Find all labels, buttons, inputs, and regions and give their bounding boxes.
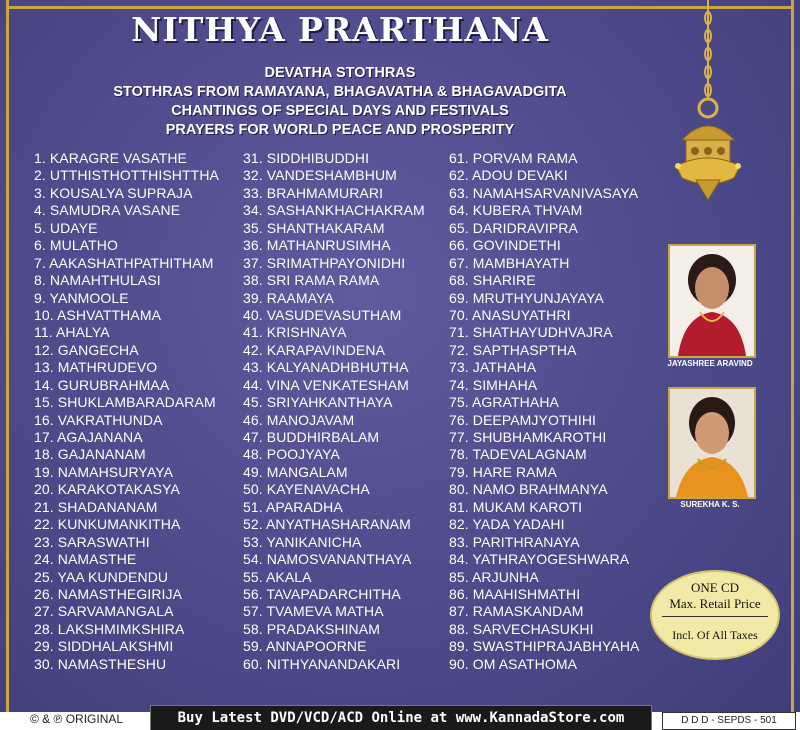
track-item: 59. ANNAPOORNE (243, 638, 367, 655)
subtitle-line: CHANTINGS OF SPECIAL DAYS AND FESTIVALS (171, 103, 509, 119)
hanging-brass-lamp-icon (668, 0, 748, 210)
track-item: 73. JATHAHA (449, 359, 537, 376)
track-item: 36. MATHANRUSIMHA (243, 237, 391, 254)
track-item: 26. NAMASTHEGIRIJA (34, 585, 183, 602)
track-item: 5. UDAYE (34, 219, 98, 236)
track-item: 15. SHUKLAMBARADARAM (34, 394, 216, 411)
track-item: 30. NAMASTHESHU (34, 655, 167, 672)
track-item: 84. YATHRAYOGESHWARA (449, 551, 630, 568)
track-item: 75. AGRATHAHA (449, 394, 559, 411)
track-item: 16. VAKRATHUNDA (34, 411, 163, 428)
track-item: 31. SIDDHIBUDDHI (243, 150, 370, 166)
track-item: 88. SARVECHASUKHI (449, 620, 594, 637)
track-item: 61. PORVAM RAMA (449, 150, 578, 166)
track-item: 10. ASHVATTHAMA (34, 306, 162, 323)
track-item: 76. DEEPAMJYOTHIHI (449, 411, 597, 428)
gold-border-right (791, 0, 794, 712)
track-item: 55. AKALA (243, 568, 312, 585)
subtitle-line: STOTHRAS FROM RAMAYANA, BHAGAVATHA & BHAGAVADGITA (113, 84, 567, 100)
track-item: 4. SAMUDRA VASANE (34, 202, 181, 219)
track-item: 54. NAMOSVANANTHAYA (243, 551, 412, 568)
album-title: NITHYA PRARTHANA (131, 10, 549, 49)
track-item: 49. MANGALAM (243, 463, 348, 480)
track-item: 43. KALYANADHBHUTHA (243, 359, 409, 376)
track-item: 22. KUNKUMANKITHA (34, 516, 181, 533)
track-item: 81. MUKAM KAROTI (449, 498, 583, 515)
track-column-2 (243, 150, 425, 673)
artist-name: JAYASHREE ARAVIND (667, 359, 753, 368)
track-item: 35. SHANTHAKARAM (243, 219, 385, 236)
track-item: 58. PRADAKSHINAM (243, 620, 380, 637)
track-item: 39. RAAMAYA (243, 289, 334, 306)
track-item: 25. YAA KUNDENDU (34, 568, 169, 585)
track-item: 74. SIMHAHA (449, 376, 538, 393)
track-item: 21. SHADANANAM (34, 498, 158, 515)
track-item: 17. AGAJANANA (34, 429, 143, 445)
gold-border-left (6, 0, 9, 712)
track-item: 89. SWASTHIPRAJABHYAHA (449, 638, 640, 655)
track-item: 68. SHARIRE (449, 272, 536, 289)
subtitle-line: DEVATHA STOTHRAS (264, 65, 416, 81)
track-item: 56. TAVAPADARCHITHA (243, 585, 401, 602)
copyright-text: © & ℗ ORIGINAL (30, 712, 124, 726)
track-item: 1. KARAGRE VASATHE (34, 150, 187, 166)
track-item: 63. NAMAHSARVANIVASAYA (449, 184, 639, 201)
track-item: 72. SAPTHASPTHA (449, 341, 577, 358)
track-item: 13. MATHRUDEVO (34, 359, 158, 376)
track-item: 90. OM ASATHOMA (449, 655, 578, 672)
price-badge-line: ONE CD (690, 580, 740, 595)
track-item: 3. KOUSALYA SUPRAJA (34, 184, 193, 201)
track-item: 34. SASHANKHACHAKRAM (243, 202, 425, 219)
subtitle-line: PRAYERS FOR WORLD PEACE AND PROSPERITY (165, 122, 515, 138)
track-item: 18. GAJANANAM (34, 446, 146, 463)
catalog-number: D D D - SEPDS - 501 (662, 712, 796, 730)
price-badge (650, 570, 780, 660)
track-item: 45. SRIYAHKANTHAYA (243, 394, 393, 411)
track-item: 44. VINA VENKATESHAM (243, 376, 409, 393)
track-item: 48. POOJYAYA (243, 446, 340, 463)
track-item: 42. KARAPAVINDENA (243, 341, 386, 358)
track-item: 50. KAYENAVACHA (243, 481, 370, 498)
track-item: 9. YANMOOLE (34, 289, 129, 306)
track-item: 38. SRI RAMA RAMA (243, 272, 380, 289)
track-item: 8. NAMAHTHULASI (34, 272, 161, 289)
track-item: 82. YADA YADAHI (449, 516, 565, 533)
artist-photo-jayashree (668, 244, 756, 358)
track-item: 77. SHUBHAMKAROTHI (449, 429, 607, 445)
portrait-icon (670, 389, 754, 497)
track-item: 46. MANOJAVAM (243, 411, 355, 428)
track-item: 79. HARE RAMA (449, 463, 557, 480)
track-item: 27. SARVAMANGALA (34, 603, 174, 620)
track-item: 65. DARIDRAVIPRA (449, 219, 578, 236)
track-item: 19. NAMAHSURYAYA (34, 463, 174, 480)
track-item: 33. BRAHMAMURARI (243, 184, 384, 201)
track-item: 64. KUBERA THVAM (449, 202, 583, 219)
track-item: 57. TVAMEVA MATHA (243, 603, 384, 620)
track-item: 7. AAKASHATHPATHITHAM (34, 254, 214, 271)
track-item: 80. NAMO BRAHMANYA (449, 481, 608, 498)
track-item: 41. KRISHNAYA (243, 324, 347, 341)
track-item: 78. TADEVALAGNAM (449, 446, 587, 463)
price-badge-line: Max. Retail Price (669, 596, 761, 611)
track-item: 52. ANYATHASHARANAM (243, 516, 411, 533)
artist-name: SUREKHA K. S. (680, 500, 740, 509)
track-item: 23. SARASWATHI (34, 533, 150, 550)
track-item: 37. SRIMATHPAYONIDHI (243, 254, 406, 271)
track-item: 28. LAKSHMIMKSHIRA (34, 620, 185, 637)
track-item: 83. PARITHRANAYA (449, 533, 580, 550)
track-item: 40. VASUDEVASUTHAM (243, 306, 402, 323)
track-item: 69. MRUTHYUNJAYAYA (449, 289, 604, 306)
track-item: 11. AHALYA (34, 324, 110, 341)
track-item: 67. MAMBHAYATH (449, 254, 570, 271)
track-column-3 (449, 150, 639, 673)
subtitle-block (50, 64, 630, 140)
store-banner-link[interactable]: Buy Latest DVD/VCD/ACD Online at www.KannadaStore.com (150, 705, 652, 730)
track-item: 14. GURUBRAHMAA (34, 376, 170, 393)
track-item: 47. BUDDHIRBALAM (243, 429, 380, 445)
track-item: 6. MULATHO (34, 237, 118, 254)
track-item: 29. SIDDHALAKSHMI (34, 638, 174, 655)
track-item: 32. VANDESHAMBHUM (243, 167, 397, 184)
track-item: 70. ANASUYATHRI (449, 306, 571, 323)
track-item: 60. NITHYANANDAKARI (243, 655, 401, 672)
portrait-icon (670, 246, 754, 356)
track-column-1 (34, 150, 219, 673)
artist-photo-surekha (668, 387, 756, 499)
track-item: 85. ARJUNHA (449, 568, 539, 585)
price-badge-line: Incl. Of All Taxes (672, 628, 758, 642)
track-item: 12. GANGECHA (34, 341, 139, 358)
track-item: 62. ADOU DEVAKI (449, 167, 568, 184)
track-item: 2. UTTHISTHOTTHISHTTHA (34, 167, 219, 184)
track-item: 53. YANIKANICHA (243, 533, 362, 550)
track-item: 87. RAMASKANDAM (449, 603, 584, 620)
track-item: 86. MAAHISHMATHI (449, 585, 581, 602)
track-item: 24. NAMASTHE (34, 551, 137, 568)
divider (662, 616, 768, 617)
track-item: 71. SHATHAYUDHVAJRA (449, 324, 613, 341)
track-item: 66. GOVINDETHI (449, 237, 561, 254)
track-item: 20. KARAKOTAKASYA (34, 481, 180, 498)
track-item: 51. APARADHA (243, 498, 343, 515)
